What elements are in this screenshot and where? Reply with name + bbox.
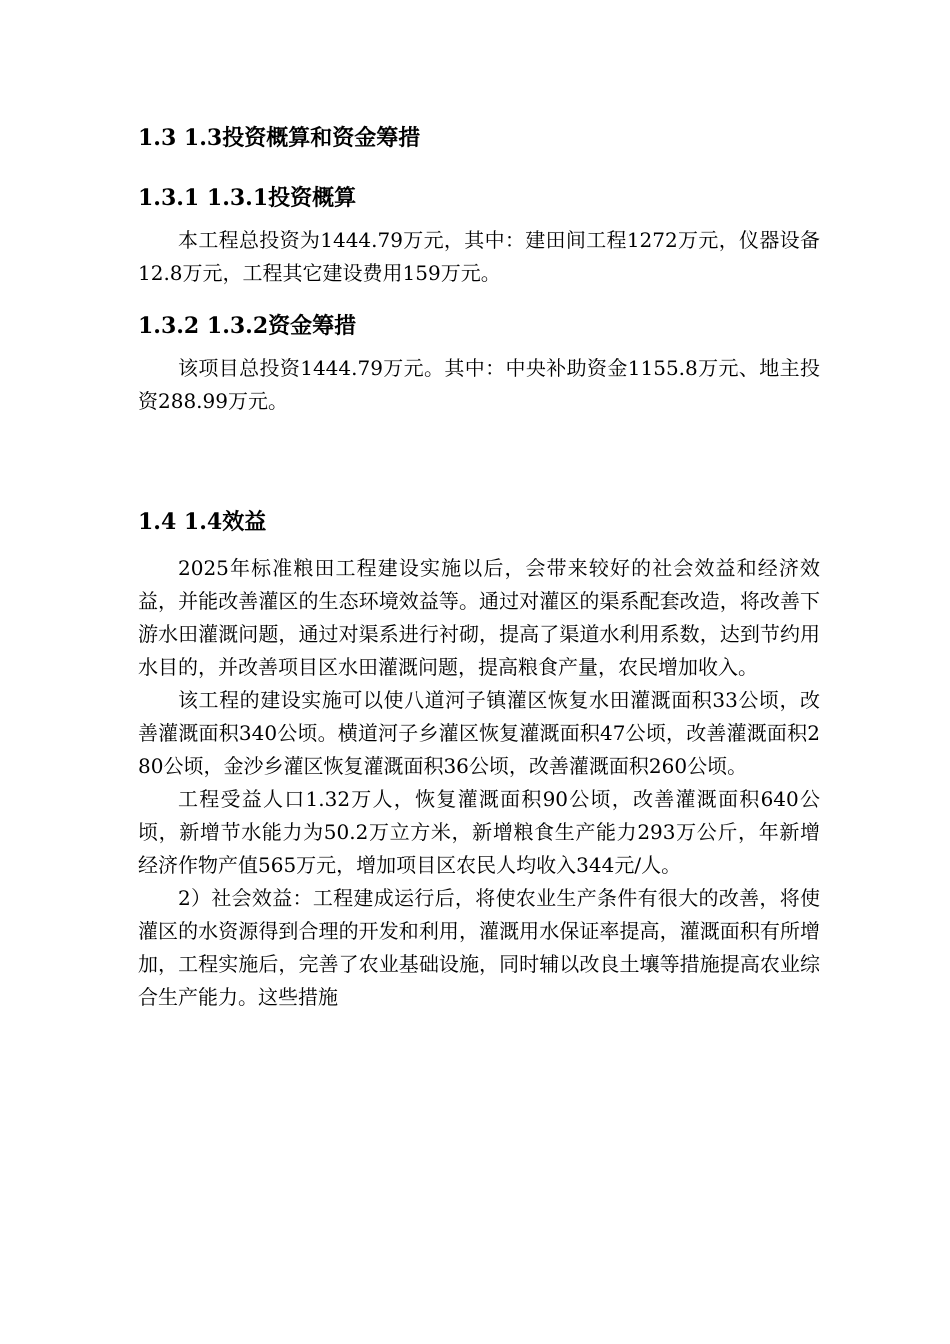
paragraph-social-benefits: 2）社会效益：工程建成运行后，将使农业生产条件有很大的改善，将使灌区的水资源得到合理的开发和利用，灌溉用水保证率提高，灌溉面积有所增加，工程实施后，完善了农业基础设施，同时辅以改良土壤等措施提高农业综合生产能力。这些措施 — [138, 886, 820, 1009]
paragraph-investment-estimate: 本工程总投资为1444.79万元，其中：建田间工程1272万元，仪器设备12.8万元，工程其它建设费用159万元。 — [138, 228, 820, 285]
section-heading-1-3-2: 1.3.2 1.3.2资金筹措 — [138, 313, 357, 339]
paragraph-irrigation-areas: 该工程的建设实施可以使八道河子镇灌区恢复水田灌溉面积33公顷，改善灌溉面积340公顷。横道河子乡灌区恢复灌溉面积47公顷，改善灌溉面积280公顷，金沙乡灌区恢复灌溉面积36公顷，改善灌溉面积260公顷。 — [138, 688, 820, 778]
section-heading-1-4: 1.4 1.4效益 — [138, 509, 267, 535]
section-heading-1-3-1: 1.3.1 1.3.1投资概算 — [138, 185, 357, 211]
paragraph-benefits-overview: 2025年标准粮田工程建设实施以后，会带来较好的社会效益和经济效益，并能改善灌区的生态环境效益等。通过对灌区的渠系配套改造，将改善下游水田灌溉问题，通过对渠系进行衬砌，提高了渠道水利用系数，达到节约用水目的，并改善项目区水田灌溉问题，提高粮食产量，农民增加收入。 — [138, 556, 820, 679]
paragraph-funding: 该项目总投资1444.79万元。其中：中央补助资金1155.8万元、地主投资288.99万元。 — [138, 356, 820, 413]
section-heading-1-3: 1.3 1.3投资概算和资金筹措 — [138, 125, 421, 151]
paragraph-economic-benefits: 工程受益人口1.32万人，恢复灌溉面积90公顷，改善灌溉面积640公顷，新增节水能力为50.2万立方米，新增粮食生产能力293万公斤，年新增经济作物产值565万元，增加项目区农民人均收入344元/人。 — [138, 787, 820, 877]
document-content — [138, 118, 820, 1014]
